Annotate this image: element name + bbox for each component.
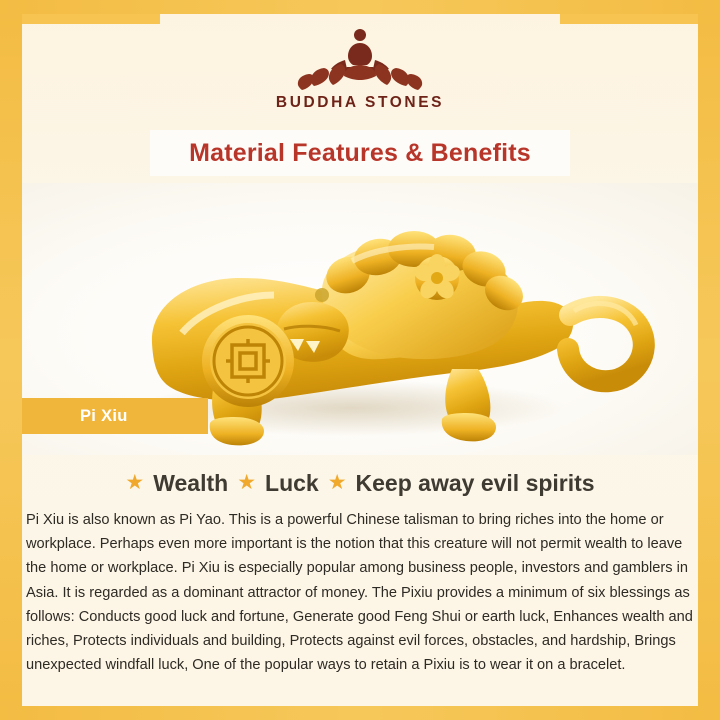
- brand-name: BUDDHA STONES: [275, 94, 445, 111]
- benefits-row: [0, 470, 720, 497]
- star-icon: ★: [237, 471, 257, 494]
- benefit-item-luck: Luck: [265, 470, 319, 496]
- frame-border-bottom: [0, 706, 720, 720]
- page-title: Material Features & Benefits: [189, 138, 531, 167]
- description-paragraph: Pi Xiu is also known as Pi Yao. This is a powerful Chinese talisman to bring riches into the home or workplace. Perhaps even more important is the notion that this creature will not permit wealth to leave the home or workplace. Pi Xiu is especially popular among business people, investors and gamblers in Asia. It is regarded as a dominant attractor of money. The Pixiu provides a minimum of six blessings as follows: Conducts good luck and fortune, Generate good Feng Shui or earth luck, Enhances wealth and riches, Protects individuals and building, Protects against evil forces, obstacles, and hardship, Brings unexpected windfall luck, One of the popular ways to retain a Pixiu is to wear it on a bracelet.: [26, 512, 693, 674]
- benefit-item-wealth: Wealth: [153, 470, 229, 496]
- brand-header: [0, 20, 720, 130]
- benefit-item-evil-spirits: Keep away evil spirits: [355, 470, 595, 496]
- star-icon: ★: [327, 471, 347, 494]
- headline-banner: [150, 130, 570, 176]
- product-label-text: Pi Xiu: [80, 406, 128, 425]
- frame-border-top: [0, 0, 720, 14]
- star-icon: ★: [125, 471, 145, 494]
- product-label-tag: [22, 398, 208, 434]
- lotus-meditation-icon: [285, 20, 435, 92]
